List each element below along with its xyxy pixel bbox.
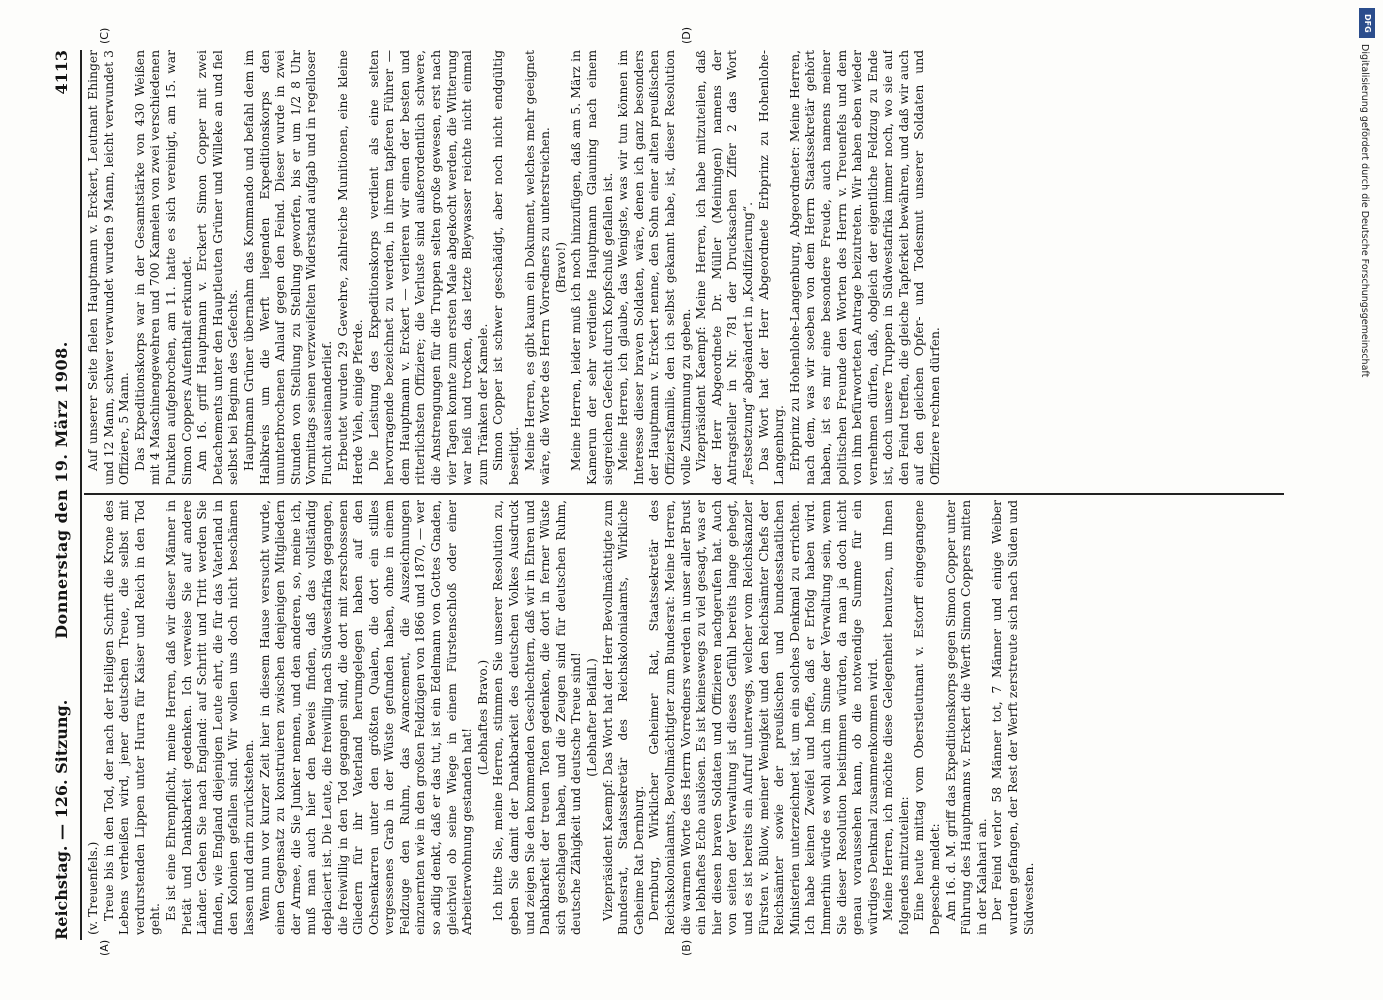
telegram-text: Am 16. d. M. griff das Expeditionskorps gegen Simon Copper unter Führung des Hauptmanns v. Erckert die Werft Simon Coppers mitten in der Kalahari an. (943, 500, 989, 935)
dfg-credit: Digitalisierung gefördert durch die Deutsche Forschungsgemeinschaft (1359, 44, 1370, 378)
paragraph: Das Wort hat der Herr Abgeordnete Erbprinz zu Hohenlohe-Langenburg. (756, 50, 787, 485)
paragraph: Ich bitte Sie, meine Herren, stimmen Sie unserer Resolution zu, geben Sie damit der Dankbarkeit des deutschen Volkes Ausdruck und zeigen Sie den kommenden Geschlechtern, daß wir in Ehren und Dankbarkeit der treuen Toten gedenken, die dort in ferner Wüste sich geschlagen haben, und die Zeugen sind für deutschen Ruhm, deutsche Zähigkeit und deutsche Treue sind! (491, 500, 584, 935)
telegram-text: Der Feind verlor 58 Männer tot, 7 Männer und einige Weiber wurden gefangen, der Rest der Werft zerstreute sich nach Süden und Südwesten. (990, 500, 1036, 935)
interjection: (Bravo!) (553, 241, 568, 294)
paragraph: Vizepräsident Kaempf: Meine Herren, ich habe mitzuteilen, daß der Herr Abgeordnete Dr. Müller (Meiningen) namens der Antragsteller in Nr. 781 der Drucksachen Ziffer 2 das Wort „Festsetzung“ abgeändert in „Kodifizierung“. (694, 50, 755, 485)
paragraph: Treue bis in den Tod, der nach der Heiligen Schrift die Krone des Lebens verheißen wird, jener deutschen Treue, die selbst mit verdurstenden Lippen unter Hurra für Kaiser und Reich in den Tod geht. (101, 500, 163, 935)
header-left: Reichstag. — 126. Sitzung. (52, 699, 71, 940)
telegram-text: Am 16. griff Hauptmann v. Erckert Simon Copper mit zwei Detachements unter den Hauptleuten Grüner und Willeke an und fiel selbst bei Beginn des Gefechts. (195, 50, 241, 485)
paragraph: Meine Herren, ich möchte diese Gelegenheit benutzen, um Ihnen folgendes mitzuteilen: (881, 500, 911, 935)
telegram-text: Das Expeditionskorps war in der Gesamtstärke von 430 Weißen mit 4 Maschinengewehren und 700 Kamelen von zwei verschiedenen Punkten aufgebrochen, am 11. hatte es sich vereinigt, am 15. war Simon Coppers Aufenthalt erkundet. (132, 50, 194, 485)
page-header (52, 50, 74, 940)
column-divider (84, 494, 1284, 496)
telegram-text: Auf unserer Seite fielen Hauptmann v. Erckert, Leutnant Ehinger und 12 Mann, schwer verwundet wurden 9 Mann, leicht verwundet 3 Offiziere, 5 Mann. (86, 50, 132, 485)
dfg-logo: DFG (1359, 8, 1375, 38)
paragraph: Wenn nun vor kurzer Zeit hier in diesem Hause versucht wurde, einen Gegensatz zu konstruieren zwischen denjenigen Mitgliedern der Armee, die Sie Junker nennen, und den anderen, so, meine ich, muß man auch hier den Beweis finden, daß das vollständig deplaciert ist. Die Leute, die freiwillig nach Südwestafrika gegangen, die freiwillig in den Tod gegangen sind, die dort mit zerschossenen Gliedern für ihr Vaterland herumgelegen haben auf den Ochsenkarren unter den größten Qualen, die dort ein stilles vergessenes Grab in der Wüste gefunden haben, ohne in einem Feldzuge den Ruhm, das Avancement, die Auszeichnungen einzuernten wie in den großen Feldzügen von 1866 und 1870, — wer so adlig denkt, daß er das tut, ist ein Edelmann von Gottes Gnaden, gleichviel ob seine Wiege in einem Fürstenschloß oder einer Arbeiterwohnung gestanden hat! (257, 500, 475, 935)
paragraph: Dernburg, Wirklicher Geheimer Rat, Staatssekretär des Reichskolonialamts, Bevollmächtigter zum Bundesrat: Meine Herren, die warmen Worte des Herrn Vorredners werden in unser aller Brust ein lebhaftes Echo auslösen. Es ist keineswegs zu viel gesagt, was er hier diesen braven Soldaten und Offizieren nachgerufen hat. Auch von seiten der Verwaltung ist dieses Gefühl bereits lange gehegt, und es ist bereits ein Aufruf unterwegs, welcher vom Reichskanzler Fürsten v. Bülow, meiner Wenigkeit und den Reichsämter Chefs der Reichsämter sowie der preußischen und bundesstaatlichen Ministerien unterzeichnet ist, um ein solches Denkmal zu errichten. Ich habe keinen Zweifel und hoffe, daß er Erfolg haben wird. Immerhin würde es wohl auch im Sinne der Verwaltung sein, wenn Sie dieser Resolution beistimmen würden, da man ja doch nicht genau voraussehen kann, ob die notwendige Summe für ein würdiges Denkmal zusammenkommen wird. (647, 500, 880, 935)
page-number: 4113 (52, 50, 71, 95)
margin-marker-b: (B) (680, 939, 693, 956)
margin-marker-d: (D) (680, 26, 693, 44)
paragraph: Meine Herren, leider muß ich noch hinzufügen, daß am 5. März in Kamerun der sehr verdiente Hauptmann Glauning nach einem siegreichen Gefecht durch Kopfschuß gefallen ist. (569, 50, 615, 485)
left-column (86, 500, 1296, 935)
telegram-text: Hauptmann Grüner übernahm das Kommando und befahl dem im Halbkreis um die Werft liegenden Expeditionskorps den ununterbrochenen Anlauf gegen den Feind. Dieser wurde in zwei Stunden von Stellung zu Stellung geworfen, bis er um 1/2 8 Uhr Vormittags seinen verzweifelten Widerstand aufgab und in regelloser Flucht auseinanderlief. (241, 50, 334, 485)
telegram-text: Die Leistung des Expeditionskorps verdient als eine selten hervorragende bezeichnet zu werden, in ihrem tapferen Führer — dem Hauptmann v. Erckert — verlieren wir einen der besten und ritterlichsten Offiziere; die Verluste sind außerordentlich schwere, die Anstrengungen für die Truppen selten große gewesen, erst nach vier Tagen konnte zum ersten Male abgekocht werden, die Witterung war heiß und trocken, das letzte Bleywasser reichte nicht einmal zum Tränken der Kamele. (366, 50, 490, 485)
right-column (86, 50, 1296, 485)
header-date: Donnerstag den 19. März 1908. (52, 341, 71, 639)
paragraph: Eine heute mittag vom Oberstleutnant v. Estorff eingegangene Depesche meldet: (912, 500, 943, 935)
interjection: (Lebhaftes Bravo.) (475, 659, 490, 776)
margin-marker-a: (A) (98, 939, 111, 956)
paragraph: Vizepräsident Kaempf: Das Wort hat der Herr Bevollmächtigte zum Bundesrat, Staatssekretär des Reichskolonialamts, Wirkliche Geheime Rat Dernburg. (600, 500, 646, 935)
paragraph: Erbprinz zu Hohenlohe-Langenburg, Abgeordneter: Meine Herren, nach dem, was wir soeben von dem Herrn Staatssekretär gehört haben, ist es mir eine besondere Freude, auch namens meiner politischen Freunde den Worten des Herrn v. Treuenfels und dem von ihm befürworteten Antrage beizutreten. Wir haben eben wieder vernehmen dürfen, daß, obgleich der eigentliche Feldzug zu Ende ist, doch unsere Truppen in Südwestafrika immer noch, wo sie auf den Feind treffen, die gleiche Tapferkeit bewähren, und daß wir auch auf den gleichen Opfer- und Todesmut unserer Soldaten und Offiziere rechnen dürfen. (787, 50, 943, 485)
header-rule (80, 50, 82, 940)
paragraph: Es ist eine Ehrenpflicht, meine Herren, daß wir dieser Männer in Pietät und Dankbarkeit gedenken. Ich verweise Sie auf andere Länder. Gehen Sie nach England: auf Schritt und Tritt werden Sie finden, wie England diejenigen Leute ehrt, die für das Vaterland in den Kolonien gefallen sind. Wir wollen uns doch nicht beschämen lassen und darin zurückstehen. (163, 500, 256, 935)
margin-marker-c: (C) (98, 27, 111, 44)
telegram-text: Simon Copper ist schwer geschädigt, aber noch nicht endgültig beseitigt. (491, 50, 522, 485)
dfg-watermark (1357, 8, 1377, 998)
speaker-tag: (v. Treuenfels.) (86, 841, 100, 935)
telegram-text: Erbeutet wurden 29 Gewehre, zahlreiche Munitionen, eine kleine Herde Vieh, einige Pferde. (335, 50, 366, 485)
paragraph: Meine Herren, es gibt kaum ein Dokument, welches mehr geeignet wäre, die Worte des Herrn Vorredners zu unterstreichen. (522, 50, 553, 485)
interjection: (Lebhafter Beifall.) (585, 658, 599, 777)
paragraph: Meine Herren, ich glaube, das Wenigste, was wir tun können im Interesse dieser braven Soldaten, wäre, denen ich ganz besonders der Hauptmann v. Erckert nenne, den Sohn einer alten preußischen Offiziersfamilie, den ich selbst gekannt habe, ist, dieser Resolution volle Zustimmung zu geben. (616, 50, 693, 485)
